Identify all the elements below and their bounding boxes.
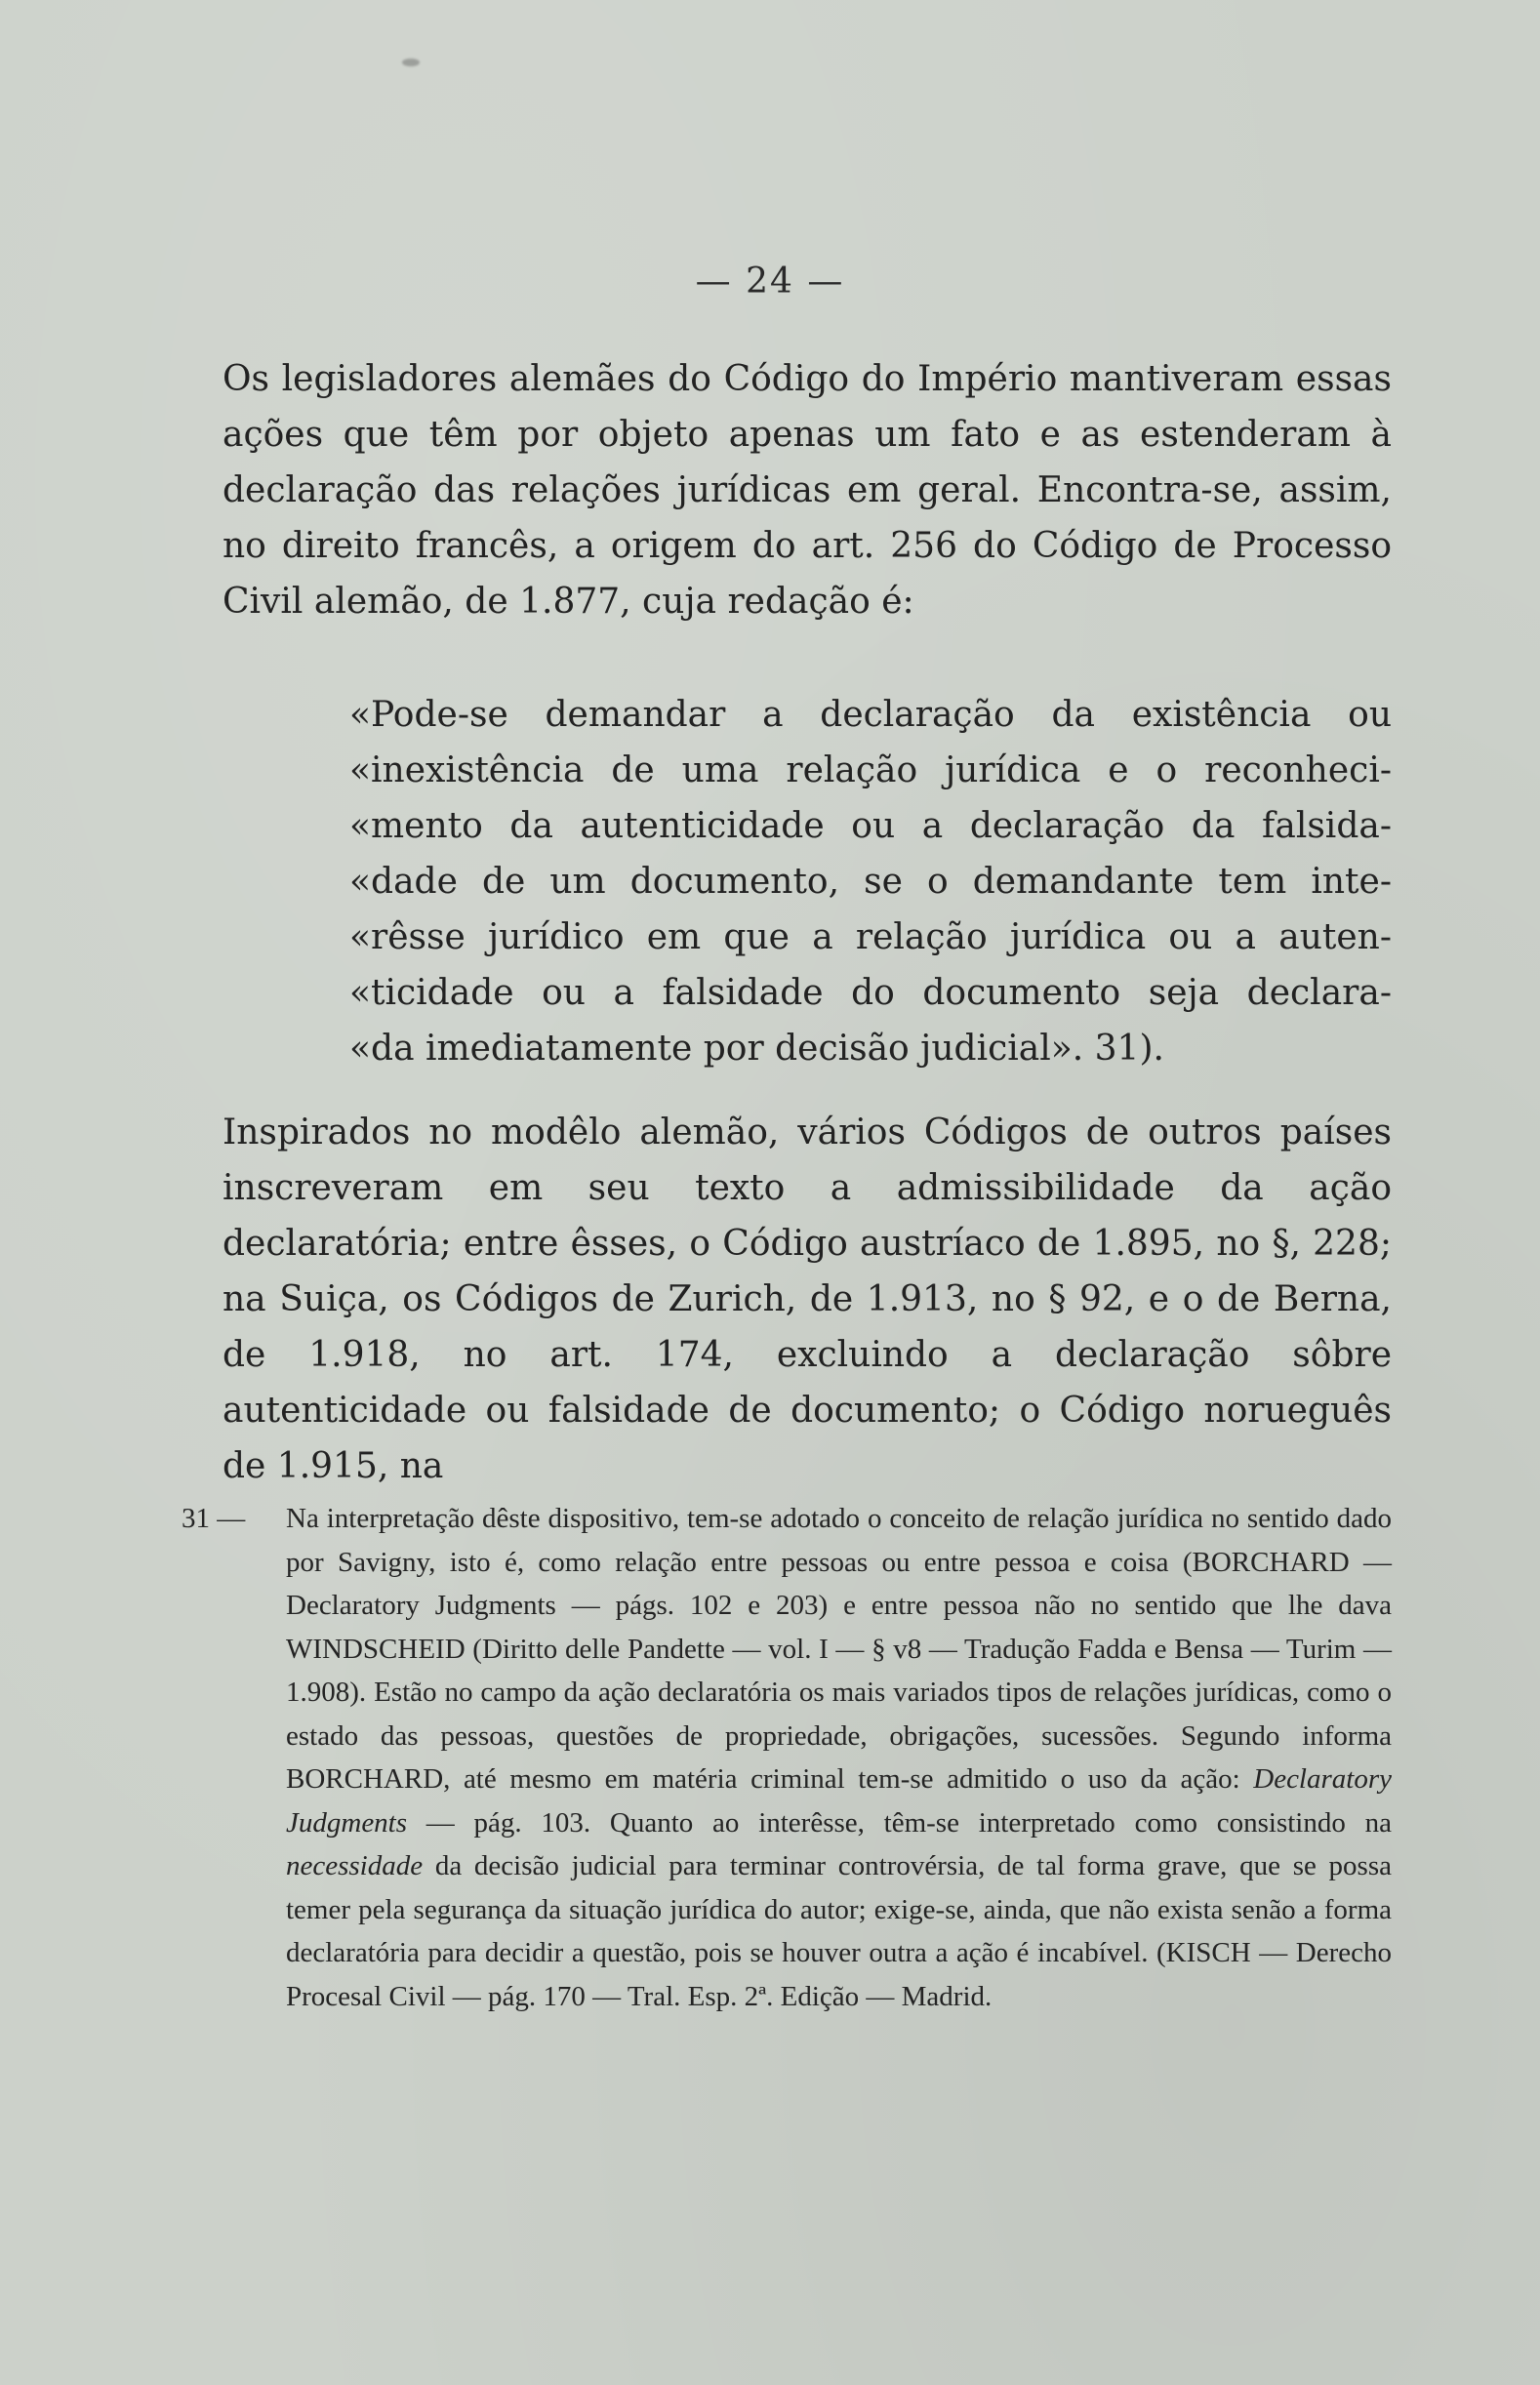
footnote-italic-title: Declaratory Judgments xyxy=(286,1763,1392,1839)
quote-line: «dade de um documento, se o demandante tem inte- xyxy=(349,862,1392,902)
footnote-body xyxy=(286,1497,1392,2018)
quote-line: «Pode-se demandar a declaração da existência ou xyxy=(349,695,1392,735)
paper-speck xyxy=(402,59,420,66)
quote-line: «mento da autenticidade ou a declaração da falsida- xyxy=(349,806,1392,846)
footnote-text-part1: Na interpretação dêste dispositivo, tem-se adotado o conceito de relação jurídica no sentido dado por Savigny, isto é, como relação entre pessoas ou entre pessoa e coisa (BORCHARD — Declaratory Judgments — págs. 102 e 203) e entre pessoa não no sentido que lhe dava WINDSCHEID (Diritto delle Pandette — vol. I — § v8 — Tradução Fadda e Bensa — Turim — 1.908). Estão no campo da ação declaratória os mais variados tipos de relações jurídicas, como o estado das pessoas, questões de propriedade, obrigações, sucessões. Segundo informa BORCHARD, até mesmo em matéria criminal tem-se admitido o uso da ação: xyxy=(286,1503,1392,1795)
quote-line: «inexistência de uma relação jurídica e o reconheci- xyxy=(349,750,1392,790)
quote-line: «ticidade ou a falsidade do documento seja declara- xyxy=(349,973,1392,1013)
page-number: — 24 — xyxy=(695,262,845,302)
footnote-italic-word: necessidade xyxy=(286,1850,424,1881)
paragraph-2 xyxy=(223,1105,1392,1494)
quote-line: «da imediatamente por decisão judicial». 31). xyxy=(349,1029,1164,1069)
quote-line: «rêsse jurídico em que a relação jurídica ou a auten- xyxy=(349,917,1392,957)
footnote-marker: 31 — xyxy=(182,1503,246,1534)
footnote-text-part3: da decisão judicial para terminar controvérsia, de tal forma grave, que se possa temer pela segurança da situação jurídica do autor; exige-se, ainda, que não exista senão a forma declaratória para decidir a questão, pois se houver outra a ação é incabível. (KISCH — Derecho Procesal Civil — pág. 170 — Tral. Esp. 2ª. Edição — Madrid. xyxy=(286,1850,1392,2012)
paragraph-1-text: Os legisladores alemães do Código do Império mantiveram essas ações que têm por objeto apenas um fato e as estenderam à declaração das relações jurídicas em geral. Encontra-se, assim, no direito francês, a origem do art. 256 do Código de Processo Civil alemão, de 1.877, cuja redação é: xyxy=(223,359,1392,622)
footnote-text xyxy=(286,1497,1392,2018)
footnote-text-part2: — pág. 103. Quanto ao interêsse, têm-se interpretado como consistindo na xyxy=(407,1806,1392,1839)
paragraph-2-text: Inspirados no modêlo alemão, vários Códigos de outros países inscreveram em seu texto a admissibilidade da ação declaratória; entre êsses, o Código austríaco de 1.895, no §, 228; na Suiça, os Códigos de Zurich, de 1.913, no § 92, e o de Berna, de 1.918, no art. 174, excluindo a declaração sôbre autenticidade ou falsidade de documento; o Código norueguês de 1.915, na xyxy=(223,1112,1392,1486)
footnote-31 xyxy=(182,1497,1392,2018)
paragraph-1 xyxy=(223,351,1392,629)
block-quote xyxy=(349,687,1392,1076)
